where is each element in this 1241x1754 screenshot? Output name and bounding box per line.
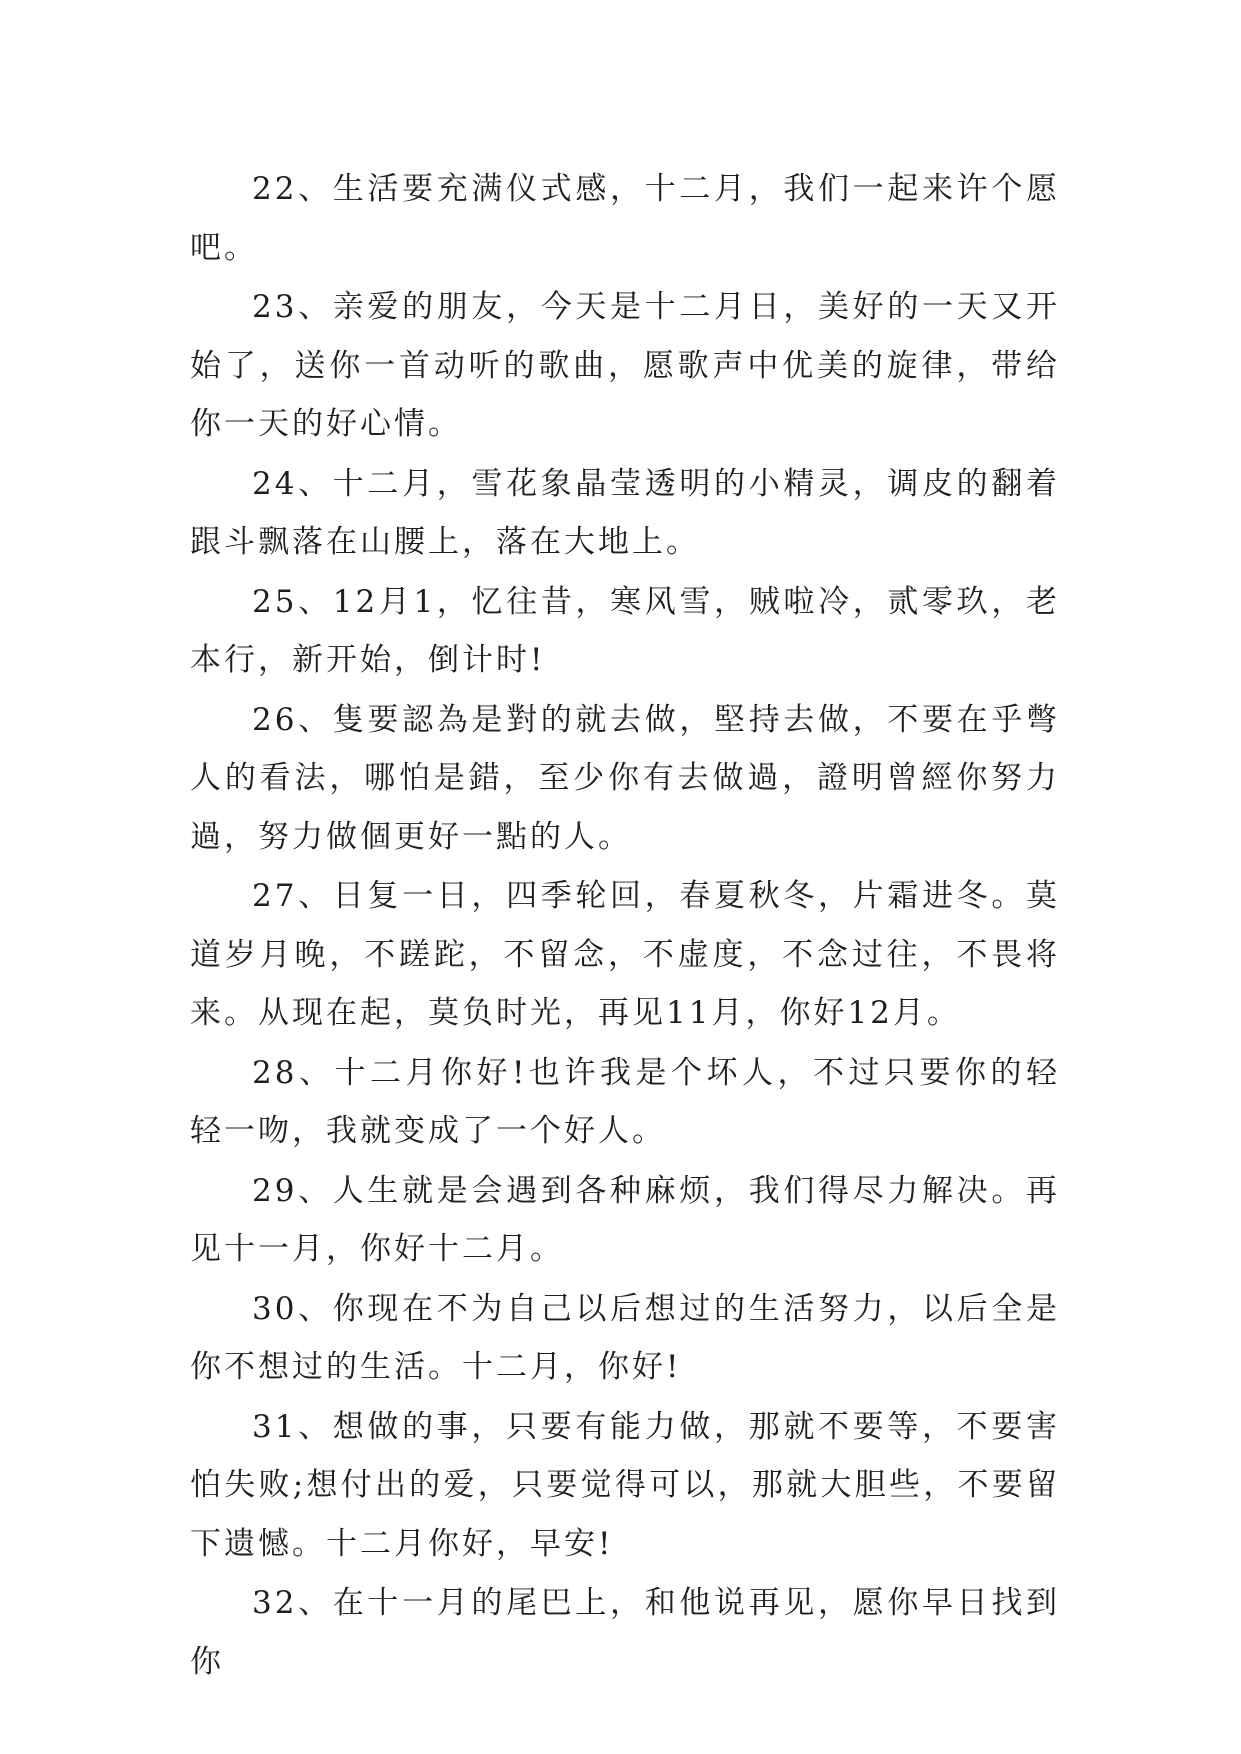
document-body (190, 160, 1060, 1692)
paragraph-26: 26、隻要認為是對的就去做，堅持去做，不要在乎彆人的看法，哪怕是錯，至少你有去做過，證明曾經你努力過，努力做個更好一點的人。 (190, 701, 1060, 855)
paragraph-22: 22、生活要充满仪式感，十二月，我们一起来许个愿吧。 (190, 171, 1060, 266)
paragraph-25: 25、12月1，忆往昔，寒风雪，贼啦冷，贰零玖，老本行，新开始，倒计时! (190, 583, 1060, 678)
paragraph-28: 28、十二月你好!也许我是个坏人，不过只要你的轻轻一吻，我就变成了一个好人。 (190, 1054, 1060, 1149)
paragraph-27: 27、日复一日，四季轮回，春夏秋冬，片霜进冬。莫道岁月晚，不蹉跎，不留念，不虚度，不念过往，不畏将来。从现在起，莫负时光，再见11月，你好12月。 (190, 878, 1060, 1031)
paragraph-30: 30、你现在不为自己以后想过的生活努力，以后全是你不想过的生活。十二月，你好! (190, 1290, 1060, 1385)
paragraph-23: 23、亲爱的朋友，今天是十二月日，美好的一天又开始了，送你一首动听的歌曲，愿歌声中优美的旋律，带给你一天的好心情。 (190, 289, 1060, 442)
paragraph-32: 32、在十一月的尾巴上，和他说再见，愿你早日找到你 (190, 1585, 1060, 1680)
paragraph-31: 31、想做的事，只要有能力做，那就不要等，不要害怕失败;想付出的爱，只要觉得可以，那就大胆些，不要留下遗憾。十二月你好，早安! (190, 1408, 1060, 1562)
paragraph-24: 24、十二月，雪花象晶莹透明的小精灵，调皮的翻着跟斗飘落在山腰上，落在大地上。 (190, 465, 1060, 560)
paragraph-29: 29、人生就是会遇到各种麻烦，我们得尽力解决。再见十一月，你好十二月。 (190, 1172, 1060, 1267)
